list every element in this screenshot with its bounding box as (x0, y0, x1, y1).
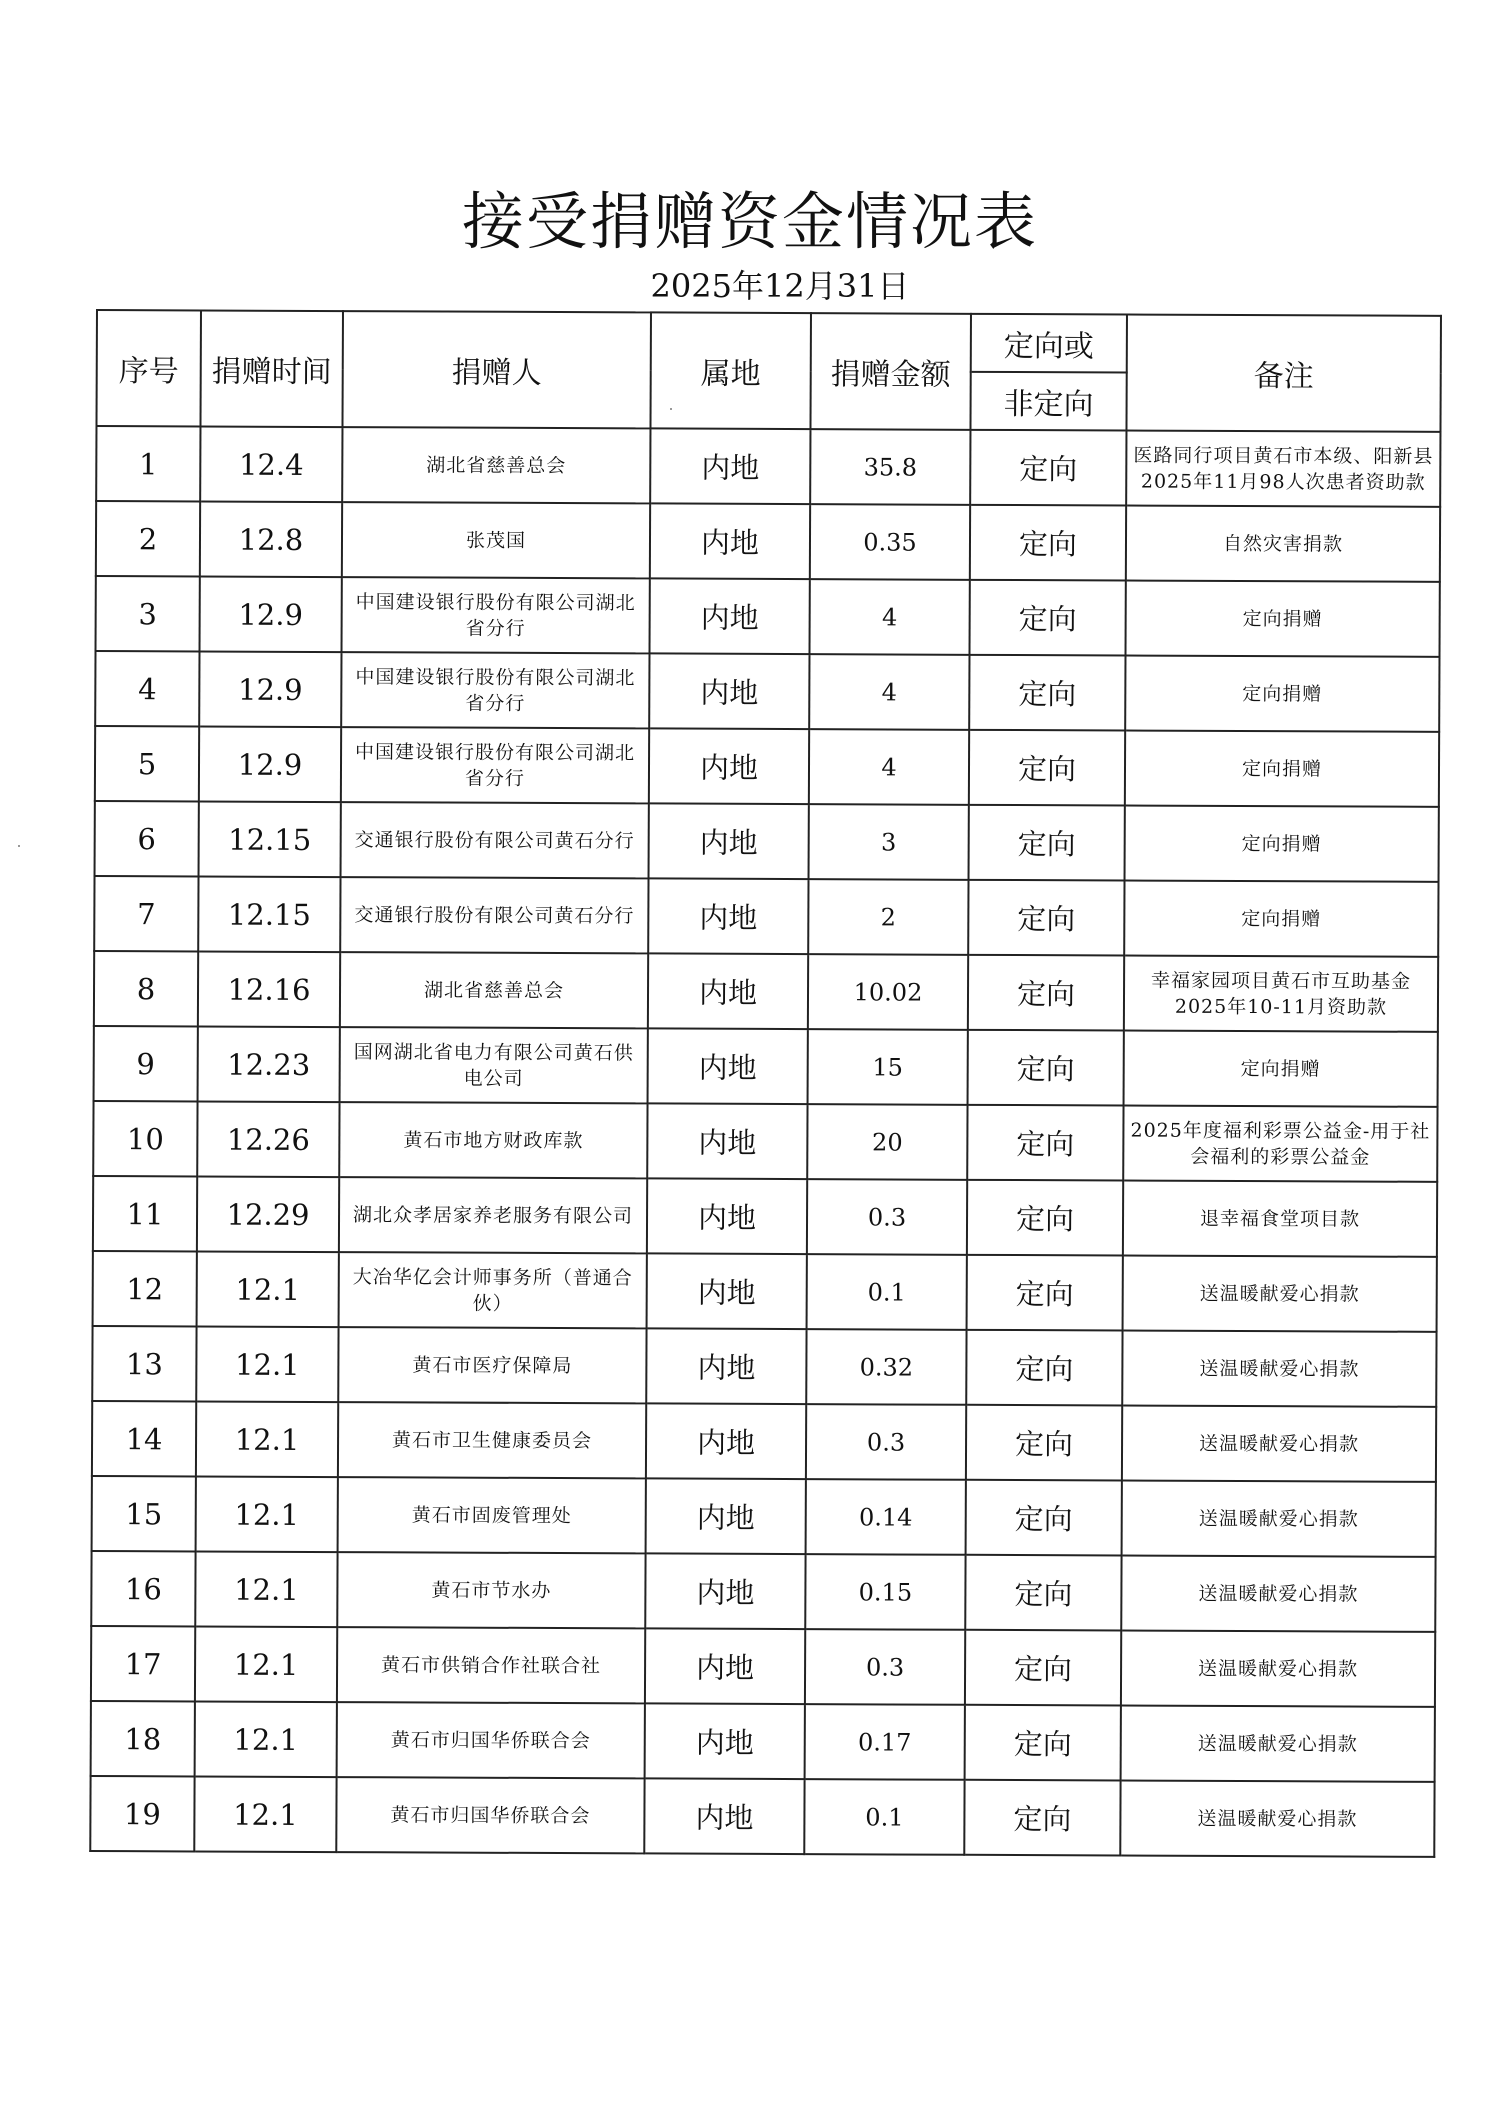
cell-donor: 交通银行股份有限公司黄石分行 (340, 877, 648, 953)
cell-note: 退幸福食堂项目款 (1123, 1180, 1437, 1256)
cell-amount: 4 (810, 579, 970, 655)
cell-note: 自然灾害捐款 (1126, 505, 1440, 581)
cell-donor: 黄石市卫生健康委员会 (338, 1402, 646, 1478)
table-row (94, 876, 1438, 957)
cell-place: 内地 (648, 1028, 808, 1104)
cell-time: 12.26 (197, 1101, 339, 1177)
cell-direction: 定向 (965, 1705, 1121, 1781)
cell-note: 送温暖献爱心捐款 (1122, 1480, 1436, 1556)
cell-direction: 定向 (969, 730, 1125, 806)
cell-time: 12.9 (199, 651, 341, 727)
cell-amount: 0.14 (806, 1479, 966, 1555)
header-note: 备注 (1126, 314, 1441, 431)
cell-donor: 国网湖北省电力有限公司黄石供电公司 (340, 1027, 648, 1103)
cell-direction: 定向 (966, 1480, 1122, 1556)
cell-place: 内地 (644, 1778, 804, 1854)
cell-place: 内地 (648, 953, 808, 1029)
header-direction-top: 定向或 (971, 314, 1127, 373)
cell-donor: 中国建设银行股份有限公司湖北省分行 (342, 577, 650, 653)
cell-donor: 中国建设银行股份有限公司湖北省分行 (341, 652, 649, 728)
scan-speck (670, 408, 672, 410)
cell-donor: 湖北众孝居家养老服务有限公司 (339, 1177, 647, 1253)
cell-place: 内地 (648, 878, 808, 954)
cell-direction: 定向 (967, 1105, 1123, 1181)
table-row (94, 951, 1438, 1032)
cell-amount: 3 (809, 804, 969, 880)
cell-place: 内地 (647, 1253, 807, 1329)
cell-seq: 17 (91, 1626, 195, 1701)
cell-donor: 黄石市归国华侨联合会 (336, 1777, 644, 1853)
header-direction-bottom: 非定向 (970, 372, 1126, 431)
cell-donor: 湖北省慈善总会 (342, 427, 650, 503)
table-row (93, 1101, 1437, 1182)
cell-amount: 0.1 (804, 1779, 964, 1855)
cell-donor: 张茂国 (342, 502, 650, 578)
cell-note: 定向捐赠 (1125, 580, 1439, 656)
cell-time: 12.1 (195, 1551, 337, 1627)
table-row (95, 801, 1439, 882)
cell-seq: 18 (91, 1701, 195, 1776)
cell-time: 12.1 (194, 1776, 336, 1852)
cell-note: 送温暖献爱心捐款 (1121, 1630, 1435, 1706)
cell-donor: 黄石市固废管理处 (338, 1477, 646, 1553)
table-row (93, 1176, 1437, 1257)
cell-donor: 湖北省慈善总会 (340, 952, 648, 1028)
cell-time: 12.1 (196, 1476, 338, 1552)
cell-note: 定向捐赠 (1124, 1030, 1438, 1106)
cell-direction: 定向 (965, 1630, 1121, 1706)
cell-donor: 大冶华亿会计师事务所（普通合伙） (339, 1252, 647, 1328)
cell-amount: 15 (808, 1029, 968, 1105)
cell-donor: 黄石市地方财政库款 (339, 1102, 647, 1178)
cell-time: 12.1 (197, 1251, 339, 1327)
cell-place: 内地 (645, 1553, 805, 1629)
cell-direction: 定向 (968, 955, 1124, 1031)
cell-time: 12.1 (196, 1326, 338, 1402)
cell-time: 12.1 (195, 1701, 337, 1777)
table-row (91, 1551, 1435, 1632)
cell-time: 12.9 (200, 576, 342, 652)
cell-amount: 0.1 (807, 1254, 967, 1330)
cell-note: 送温暖献爱心捐款 (1122, 1405, 1436, 1481)
cell-seq: 15 (92, 1476, 196, 1551)
cell-note: 定向捐赠 (1125, 730, 1439, 806)
cell-time: 12.29 (197, 1176, 339, 1252)
cell-place: 内地 (649, 803, 809, 879)
table-row (91, 1701, 1435, 1782)
cell-donor: 交通银行股份有限公司黄石分行 (341, 802, 649, 878)
cell-seq: 13 (92, 1326, 196, 1401)
cell-donor: 黄石市节水办 (337, 1552, 645, 1628)
cell-direction: 定向 (964, 1780, 1120, 1856)
cell-note: 送温暖献爱心捐款 (1122, 1330, 1436, 1406)
header-time: 捐赠时间 (200, 310, 343, 427)
cell-amount: 0.3 (805, 1629, 965, 1705)
cell-seq: 16 (91, 1551, 195, 1626)
cell-amount: 4 (809, 729, 969, 805)
cell-time: 12.1 (195, 1626, 337, 1702)
cell-donor: 中国建设银行股份有限公司湖北省分行 (341, 727, 649, 803)
report-date: 2025年12月31日 (650, 267, 910, 305)
table-row (92, 1401, 1436, 1482)
cell-note: 定向捐赠 (1125, 805, 1439, 881)
cell-place: 内地 (645, 1703, 805, 1779)
cell-amount: 0.15 (805, 1554, 965, 1630)
cell-time: 12.8 (200, 501, 342, 577)
cell-time: 12.9 (199, 726, 341, 802)
cell-note: 送温暖献爱心捐款 (1121, 1555, 1435, 1631)
table-row (92, 1476, 1436, 1557)
cell-direction: 定向 (967, 1255, 1123, 1331)
cell-note: 医路同行项目黄石市本级、阳新县2025年11月98人次患者资助款 (1126, 430, 1440, 506)
cell-place: 内地 (646, 1403, 806, 1479)
cell-time: 12.16 (198, 951, 340, 1027)
table-header-row (97, 310, 1441, 374)
donation-table (89, 309, 1442, 1858)
cell-seq: 7 (94, 876, 198, 951)
cell-seq: 3 (96, 576, 200, 651)
cell-time: 12.23 (198, 1026, 340, 1102)
cell-note: 幸福家园项目黄石市互助基金2025年10-11月资助款 (1124, 955, 1438, 1031)
cell-note: 定向捐赠 (1125, 655, 1439, 731)
cell-amount: 10.02 (808, 954, 968, 1030)
cell-amount: 0.35 (810, 504, 970, 580)
cell-place: 内地 (650, 503, 810, 579)
cell-note: 送温暖献爱心捐款 (1123, 1255, 1437, 1331)
cell-time: 12.15 (199, 801, 341, 877)
cell-direction: 定向 (969, 580, 1125, 656)
cell-place: 内地 (650, 428, 810, 504)
table-body (90, 426, 1440, 1857)
cell-direction: 定向 (968, 1030, 1124, 1106)
cell-direction: 定向 (967, 1180, 1123, 1256)
table-row (90, 1776, 1434, 1857)
table-row (95, 726, 1439, 807)
cell-amount: 20 (807, 1104, 967, 1180)
cell-amount: 0.32 (806, 1329, 966, 1405)
scan-speck (18, 845, 20, 847)
cell-place: 内地 (649, 728, 809, 804)
header-seq: 序号 (96, 310, 201, 426)
cell-direction: 定向 (970, 505, 1126, 581)
table-row (96, 501, 1440, 582)
header-place: 属地 (650, 312, 811, 429)
cell-direction: 定向 (969, 655, 1125, 731)
cell-note: 送温暖献爱心捐款 (1121, 1705, 1435, 1781)
cell-amount: 35.8 (810, 429, 970, 505)
cell-place: 内地 (645, 1628, 805, 1704)
table-row (94, 1026, 1438, 1107)
cell-seq: 1 (96, 426, 200, 501)
cell-donor: 黄石市供销合作社联合社 (337, 1627, 645, 1703)
cell-donor: 黄石市归国华侨联合会 (337, 1702, 645, 1778)
cell-seq: 5 (95, 726, 199, 801)
cell-amount: 0.17 (805, 1704, 965, 1780)
table-row (96, 576, 1440, 657)
cell-seq: 2 (96, 501, 200, 576)
cell-place: 内地 (646, 1328, 806, 1404)
cell-place: 内地 (647, 1178, 807, 1254)
cell-time: 12.1 (196, 1401, 338, 1477)
cell-place: 内地 (650, 578, 810, 654)
cell-note: 送温暖献爱心捐款 (1120, 1780, 1434, 1856)
cell-donor: 黄石市医疗保障局 (338, 1327, 646, 1403)
cell-amount: 0.3 (807, 1179, 967, 1255)
cell-time: 12.15 (198, 876, 340, 952)
cell-seq: 4 (95, 651, 199, 726)
cell-seq: 8 (94, 951, 198, 1026)
cell-seq: 6 (95, 801, 199, 876)
cell-place: 内地 (649, 653, 809, 729)
cell-seq: 11 (93, 1176, 197, 1251)
cell-direction: 定向 (969, 805, 1125, 881)
header-donor: 捐赠人 (342, 311, 651, 428)
cell-amount: 4 (809, 654, 969, 730)
page-title: 接受捐赠资金情况表 (461, 185, 1038, 258)
cell-amount: 0.3 (806, 1404, 966, 1480)
cell-time: 12.4 (200, 426, 342, 502)
cell-direction: 定向 (966, 1405, 1122, 1481)
table-row (93, 1251, 1437, 1332)
table-row (96, 426, 1440, 507)
cell-direction: 定向 (966, 1330, 1122, 1406)
header-amount: 捐赠金额 (810, 313, 971, 430)
cell-direction: 定向 (965, 1555, 1121, 1631)
cell-place: 内地 (647, 1103, 807, 1179)
cell-direction: 定向 (968, 880, 1124, 956)
cell-seq: 10 (93, 1101, 197, 1176)
cell-seq: 9 (94, 1026, 198, 1101)
cell-note: 定向捐赠 (1124, 880, 1438, 956)
cell-direction: 定向 (970, 430, 1126, 506)
cell-note: 2025年度福利彩票公益金-用于社会福利的彩票公益金 (1123, 1105, 1437, 1181)
table-row (91, 1626, 1435, 1707)
table-row (92, 1326, 1436, 1407)
cell-amount: 2 (808, 879, 968, 955)
cell-seq: 12 (93, 1251, 197, 1326)
cell-seq: 19 (90, 1776, 194, 1851)
table-row (95, 651, 1439, 732)
cell-place: 内地 (646, 1478, 806, 1554)
cell-seq: 14 (92, 1401, 196, 1476)
